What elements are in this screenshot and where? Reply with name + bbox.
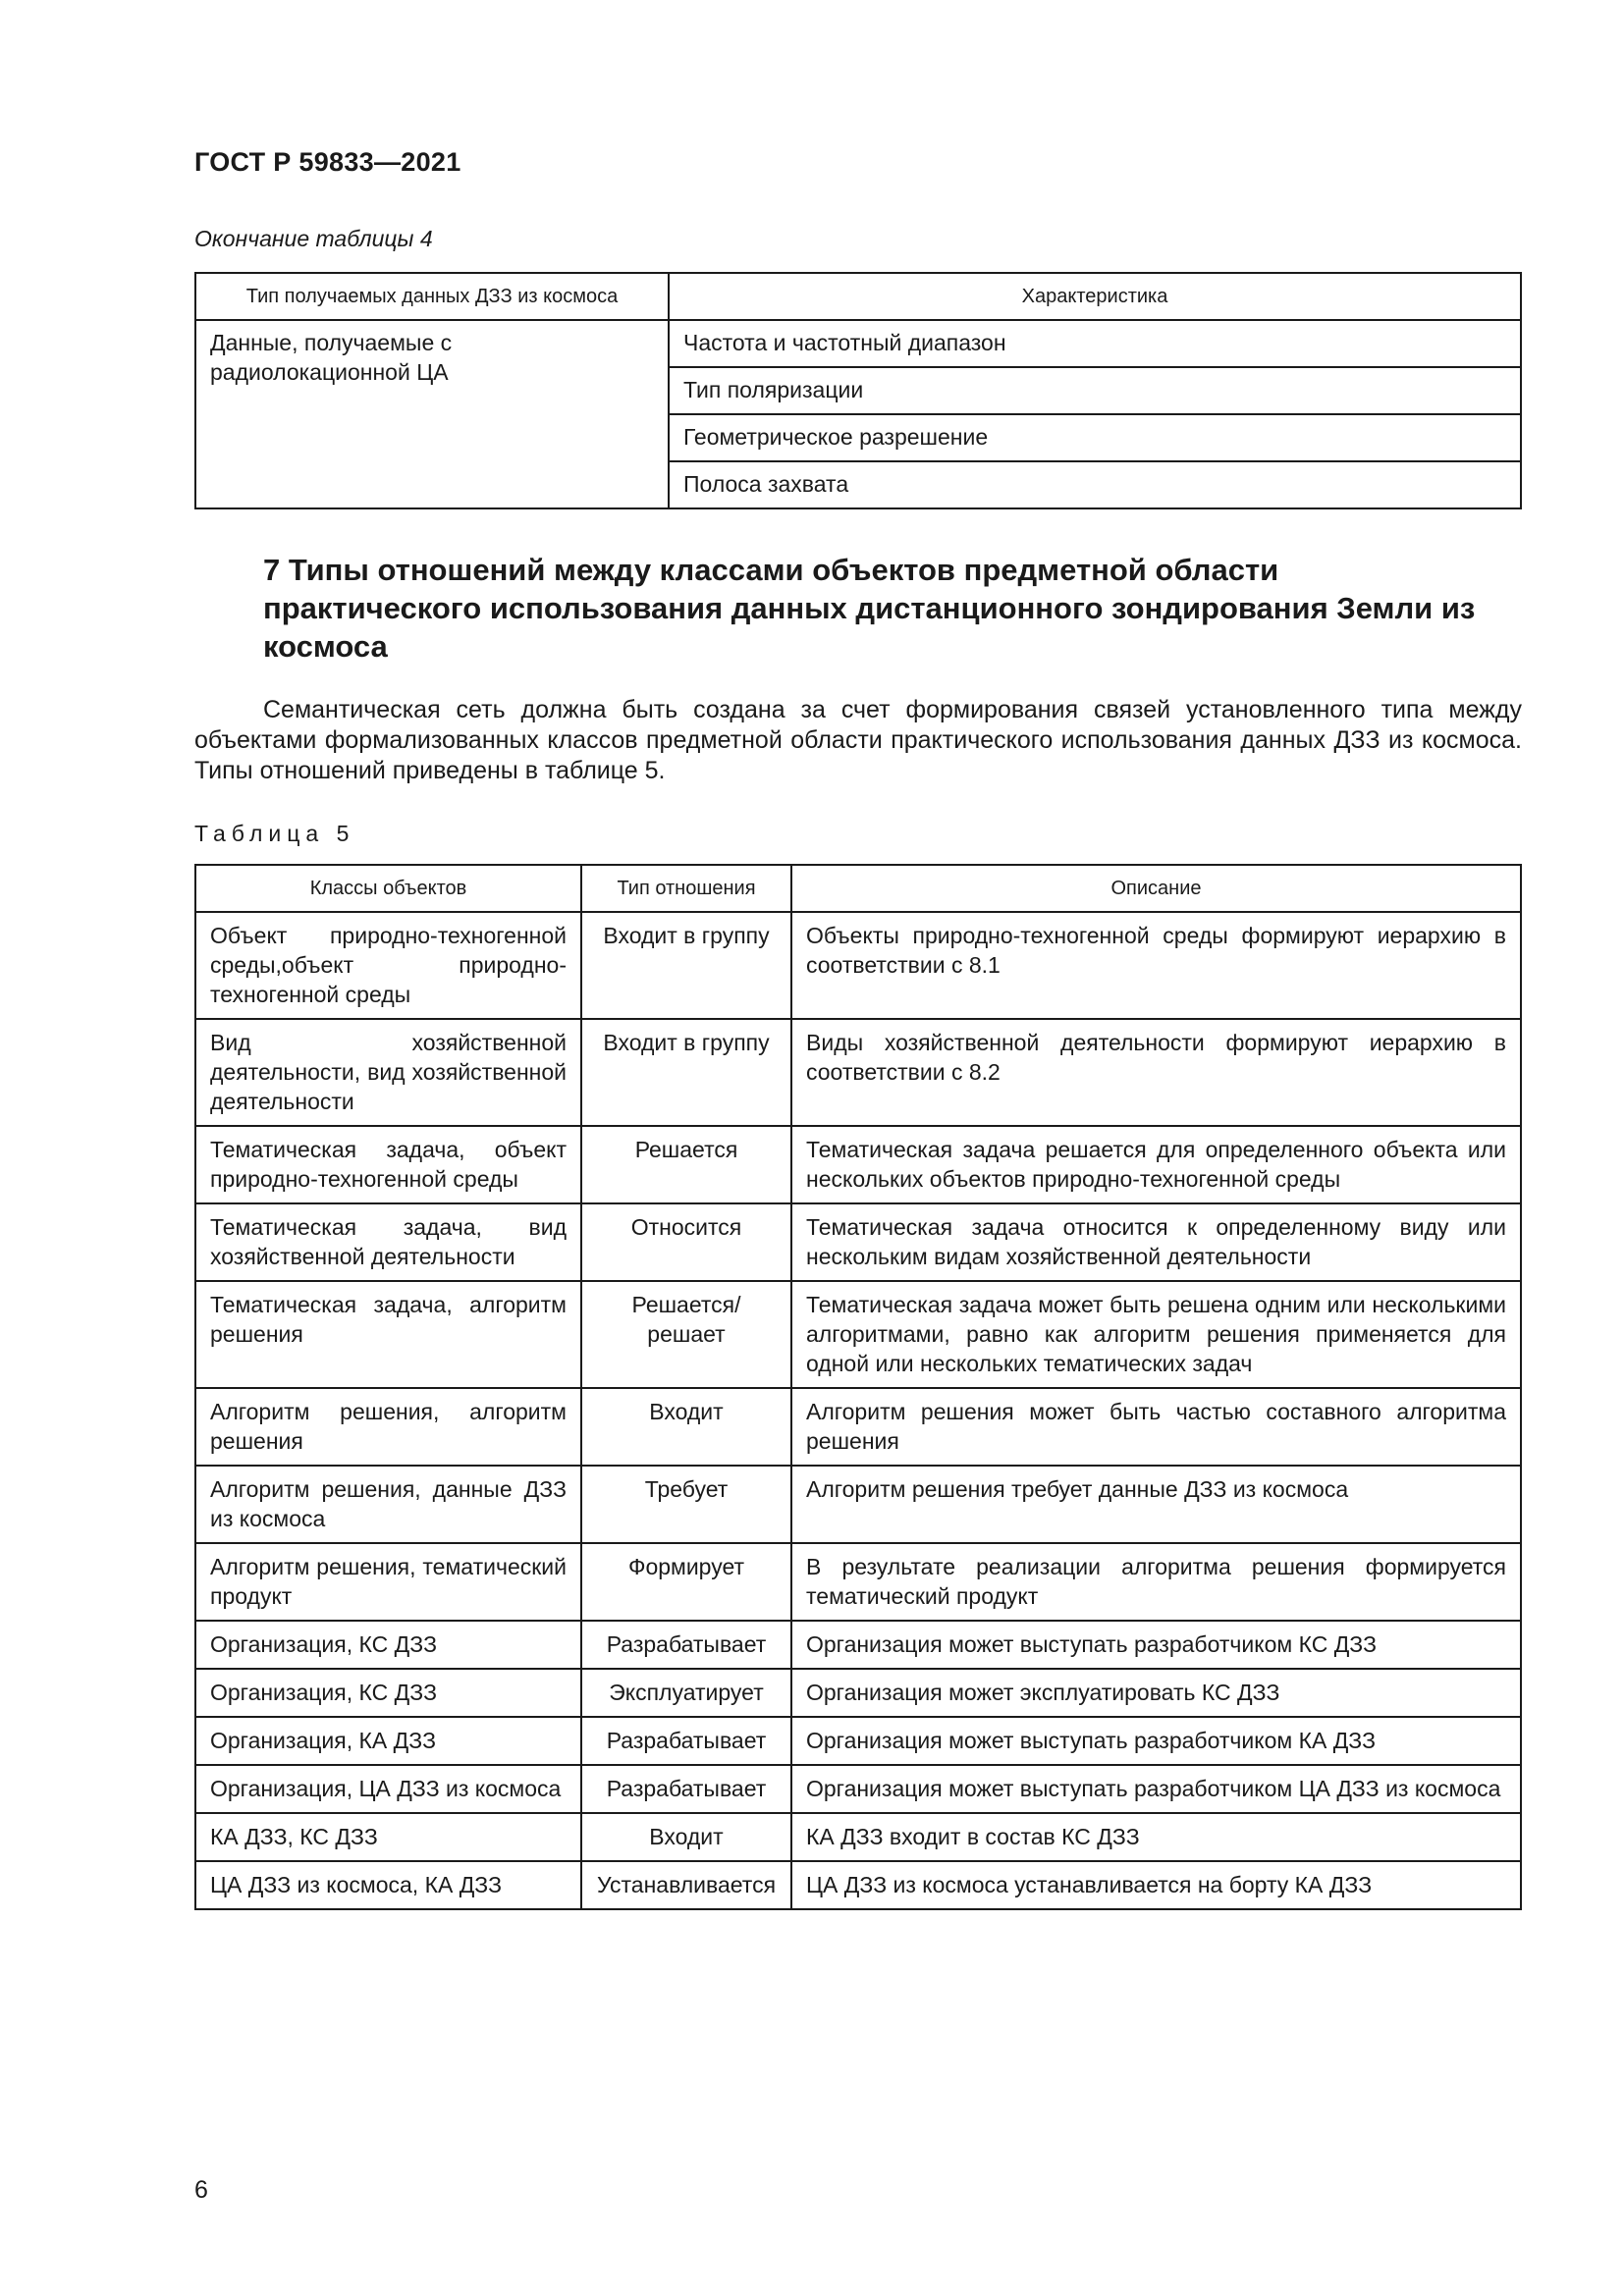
table5-relation-cell: Разрабатывает bbox=[581, 1765, 791, 1813]
table5-description-cell: Объекты природно-техногенной среды формируют иерархию в соответствии с 8.1 bbox=[791, 912, 1521, 1019]
section-heading: 7 Типы отношений между классами объектов предметной области практического использования данных дистанционного зондирования Земли из космоса bbox=[263, 553, 1476, 664]
table-row bbox=[195, 1861, 1521, 1909]
table-row bbox=[195, 1765, 1521, 1813]
table-row bbox=[195, 320, 1521, 367]
table5-description-cell: Организация может выступать разработчиком КА ДЗЗ bbox=[791, 1717, 1521, 1765]
table4-characteristic-cell: Геометрическое разрешение bbox=[669, 414, 1521, 461]
table-row bbox=[195, 1019, 1521, 1126]
table4-caption: Окончание таблицы 4 bbox=[194, 226, 433, 251]
table5-description-cell: Алгоритм решения требует данные ДЗЗ из космоса bbox=[791, 1466, 1521, 1543]
table-row bbox=[195, 1669, 1521, 1717]
table5-description-cell: В результате реализации алгоритма решения формируется тематический продукт bbox=[791, 1543, 1521, 1621]
table5-relation-cell: Эксплуатирует bbox=[581, 1669, 791, 1717]
table5-description-cell: Алгоритм решения может быть частью составного алгоритма решения bbox=[791, 1388, 1521, 1466]
table5-classes-cell: Организация, КС ДЗЗ bbox=[195, 1669, 581, 1717]
table5-description-cell: Организация может эксплуатировать КС ДЗЗ bbox=[791, 1669, 1521, 1717]
table5-classes-cell: Алгоритм решения, тематический продукт bbox=[195, 1543, 581, 1621]
table5-relation-cell: Разрабатывает bbox=[581, 1717, 791, 1765]
table4-header-type: Тип получаемых данных ДЗЗ из космоса bbox=[195, 273, 669, 320]
table5-classes-cell: Тематическая задача, вид хозяйственной деятельности bbox=[195, 1203, 581, 1281]
table4-header-characteristic: Характеристика bbox=[669, 273, 1521, 320]
table5-header-row bbox=[195, 865, 1521, 912]
table5-classes-cell: Объект природно-техногенной среды,объект природно-техногенной среды bbox=[195, 912, 581, 1019]
table5 bbox=[194, 864, 1522, 1910]
table5-relation-cell: Решается/решает bbox=[581, 1281, 791, 1388]
page-number: 6 bbox=[194, 2176, 208, 2204]
table5-relation-cell: Входит в группу bbox=[581, 1019, 791, 1126]
table5-description-cell: Тематическая задача решается для определенного объекта или нескольких объектов природно-техногенной среды bbox=[791, 1126, 1521, 1203]
table4-characteristic-cell: Тип поляризации bbox=[669, 367, 1521, 414]
table5-classes-cell: Алгоритм решения, данные ДЗЗ из космоса bbox=[195, 1466, 581, 1543]
table5-relation-cell: Требует bbox=[581, 1466, 791, 1543]
table5-header-classes: Классы объектов bbox=[195, 865, 581, 912]
table5-description-cell: Организация может выступать разработчиком ЦА ДЗЗ из космоса bbox=[791, 1765, 1521, 1813]
table5-classes-cell: Алгоритм решения, алгоритм решения bbox=[195, 1388, 581, 1466]
table5-classes-cell: Вид хозяйственной деятельности, вид хозяйственной деятельности bbox=[195, 1019, 581, 1126]
table5-description-cell: Виды хозяйственной деятельности формируют иерархию в соответствии с 8.2 bbox=[791, 1019, 1521, 1126]
table5-relation-cell: Устанавливается bbox=[581, 1861, 791, 1909]
table5-description-cell: Тематическая задача относится к определенному виду или нескольким видам хозяйственной деятельности bbox=[791, 1203, 1521, 1281]
document-header: ГОСТ Р 59833—2021 bbox=[194, 147, 461, 177]
table4-data-type-cell: Данные, получаемые с радиолокационной ЦА bbox=[195, 320, 669, 508]
table4 bbox=[194, 272, 1522, 509]
table-row bbox=[195, 1281, 1521, 1388]
table4-characteristic-cell: Полоса захвата bbox=[669, 461, 1521, 508]
table-row bbox=[195, 1717, 1521, 1765]
table4-header-row bbox=[195, 273, 1521, 320]
table5-relation-cell: Решается bbox=[581, 1126, 791, 1203]
table-row bbox=[195, 1126, 1521, 1203]
table-row bbox=[195, 1543, 1521, 1621]
table5-classes-cell: Организация, ЦА ДЗЗ из космоса bbox=[195, 1765, 581, 1813]
table5-relation-cell: Входит в группу bbox=[581, 912, 791, 1019]
table5-relation-cell: Входит bbox=[581, 1813, 791, 1861]
table5-classes-cell: ЦА ДЗЗ из космоса, КА ДЗЗ bbox=[195, 1861, 581, 1909]
table-row bbox=[195, 1388, 1521, 1466]
table-row bbox=[195, 1621, 1521, 1669]
table5-classes-cell: КА ДЗЗ, КС ДЗЗ bbox=[195, 1813, 581, 1861]
table5-classes-cell: Тематическая задача, алгоритм решения bbox=[195, 1281, 581, 1388]
table5-description-cell: Организация может выступать разработчиком КС ДЗЗ bbox=[791, 1621, 1521, 1669]
body-paragraph: Семантическая сеть должна быть создана за счет формирования связей установленного типа между объектами формализованных классов предметной области практического использования данных ДЗЗ из космоса. Типы отношений приведены в таблице 5. bbox=[194, 696, 1522, 784]
table5-description-cell: Тематическая задача может быть решена одним или несколькими алгоритмами, равно как алгоритм решения применяется для одной или нескольких тематических задач bbox=[791, 1281, 1521, 1388]
table5-label: Таблица 5 bbox=[194, 821, 355, 846]
table5-header-relation: Тип отношения bbox=[581, 865, 791, 912]
table5-relation-cell: Формирует bbox=[581, 1543, 791, 1621]
table5-relation-cell: Входит bbox=[581, 1388, 791, 1466]
table5-relation-cell: Относится bbox=[581, 1203, 791, 1281]
table5-description-cell: ЦА ДЗЗ из космоса устанавливается на борту КА ДЗЗ bbox=[791, 1861, 1521, 1909]
table-row bbox=[195, 1466, 1521, 1543]
table5-relation-cell: Разрабатывает bbox=[581, 1621, 791, 1669]
table5-classes-cell: Тематическая задача, объект природно-техногенной среды bbox=[195, 1126, 581, 1203]
table5-classes-cell: Организация, КА ДЗЗ bbox=[195, 1717, 581, 1765]
table4-characteristic-cell: Частота и частотный диапазон bbox=[669, 320, 1521, 367]
table5-header-description: Описание bbox=[791, 865, 1521, 912]
table-row bbox=[195, 1203, 1521, 1281]
table-row bbox=[195, 912, 1521, 1019]
table5-body bbox=[195, 912, 1521, 1909]
table-row bbox=[195, 1813, 1521, 1861]
table5-classes-cell: Организация, КС ДЗЗ bbox=[195, 1621, 581, 1669]
table5-description-cell: КА ДЗЗ входит в состав КС ДЗЗ bbox=[791, 1813, 1521, 1861]
